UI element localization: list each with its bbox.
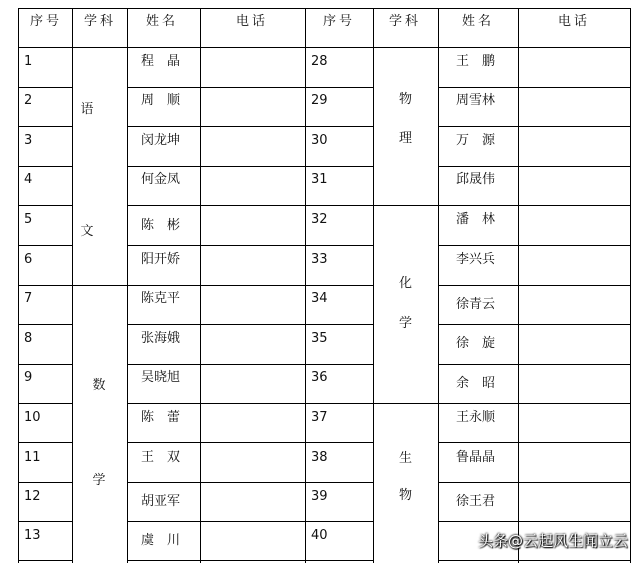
teacher-name: 阳开娇	[141, 252, 181, 267]
row-line	[438, 205, 630, 206]
subject-label: 学	[92, 473, 106, 488]
row-line	[18, 205, 72, 206]
row-line	[438, 166, 630, 167]
row-line	[305, 126, 373, 127]
header-no: 序号	[30, 14, 63, 29]
header-subject: 学科	[84, 14, 117, 29]
row-line	[305, 324, 373, 325]
row-line	[127, 521, 305, 522]
teacher-name: 何金凤	[141, 172, 181, 187]
teacher-name: 张海娥	[141, 331, 181, 346]
row-line	[438, 560, 630, 561]
row-number: 3	[24, 133, 33, 148]
row-line	[305, 521, 373, 522]
row-number: 8	[24, 331, 33, 346]
row-number: 29	[311, 93, 328, 108]
subject-label: 物	[398, 92, 412, 107]
grid-line	[630, 8, 631, 563]
row-line	[305, 87, 373, 88]
row-number: 28	[311, 54, 328, 69]
row-line	[305, 245, 373, 246]
row-number: 30	[311, 133, 328, 148]
row-number: 11	[24, 450, 41, 465]
row-number: 33	[311, 252, 328, 267]
row-line	[127, 364, 305, 365]
subject-label: 数	[92, 378, 106, 393]
row-line	[305, 166, 373, 167]
row-line	[18, 324, 72, 325]
row-number: 31	[311, 172, 328, 187]
header-name: 姓名	[462, 14, 495, 29]
row-line	[438, 245, 630, 246]
row-line	[438, 482, 630, 483]
row-line	[305, 403, 373, 404]
header-divider	[18, 47, 630, 48]
subject-label: 语	[80, 102, 94, 117]
row-line	[127, 482, 305, 483]
row-line	[127, 205, 305, 206]
row-line	[18, 560, 72, 561]
row-line	[18, 166, 72, 167]
row-line	[127, 324, 305, 325]
teacher-name: 潘 林	[456, 212, 496, 227]
row-line	[305, 482, 373, 483]
header-no: 序号	[323, 14, 356, 29]
row-line	[305, 560, 373, 561]
row-number: 36	[311, 370, 328, 385]
row-line	[18, 126, 72, 127]
watermark-text: 头条@云起风生闻立云	[477, 532, 628, 550]
teacher-name: 吴晓旭	[141, 370, 181, 385]
teacher-name: 程 晶	[141, 54, 181, 69]
row-line	[18, 285, 72, 286]
teacher-name: 万 源	[456, 133, 496, 148]
row-line	[18, 245, 72, 246]
row-line	[18, 521, 72, 522]
row-line	[18, 403, 72, 404]
row-number: 40	[311, 528, 328, 543]
teacher-name: 徐王君	[456, 494, 496, 509]
row-line	[127, 245, 305, 246]
teacher-name: 陈 彬	[141, 218, 181, 233]
row-number: 4	[24, 172, 33, 187]
teacher-name: 胡亚军	[141, 494, 181, 509]
row-line	[305, 205, 373, 206]
subject-separator	[373, 205, 438, 206]
subject-label: 学	[398, 316, 412, 331]
row-line	[127, 166, 305, 167]
teacher-name: 鲁晶晶	[456, 450, 496, 465]
row-line	[438, 285, 630, 286]
row-line	[127, 560, 305, 561]
teacher-name: 王 鹏	[456, 54, 496, 69]
header-phone: 电话	[236, 14, 269, 29]
row-number: 32	[311, 212, 328, 227]
row-line	[127, 403, 305, 404]
row-line	[127, 87, 305, 88]
subject-label: 物	[398, 488, 412, 503]
row-number: 39	[311, 489, 328, 504]
row-number: 38	[311, 450, 328, 465]
teacher-name: 周 顺	[141, 93, 181, 108]
teacher-name: 虞 川	[141, 533, 181, 548]
teacher-name: 邱晟伟	[456, 172, 496, 187]
row-line	[438, 126, 630, 127]
row-line	[438, 442, 630, 443]
row-line	[18, 482, 72, 483]
row-number: 35	[311, 331, 328, 346]
row-line	[438, 521, 630, 522]
teacher-name: 李兴兵	[456, 252, 496, 267]
row-number: 2	[24, 93, 33, 108]
row-number: 34	[311, 291, 328, 306]
row-line	[305, 442, 373, 443]
row-number: 1	[24, 54, 33, 69]
subject-label: 文	[80, 224, 94, 239]
teacher-name: 余 昭	[456, 376, 496, 391]
subject-separator	[72, 285, 127, 286]
row-number: 6	[24, 252, 33, 267]
row-line	[438, 324, 630, 325]
row-line	[18, 364, 72, 365]
row-line	[127, 126, 305, 127]
row-line	[127, 442, 305, 443]
table-top-border	[18, 8, 630, 9]
header-phone: 电话	[558, 14, 591, 29]
teacher-name: 徐青云	[456, 297, 496, 312]
teacher-name: 王 双	[141, 450, 181, 465]
teacher-name: 闵龙坤	[141, 133, 181, 148]
row-line	[18, 442, 72, 443]
subject-label: 化	[398, 276, 412, 291]
row-number: 12	[24, 489, 41, 504]
teacher-name: 王永顺	[456, 410, 496, 425]
header-subject: 学科	[389, 14, 422, 29]
teacher-name: 徐 旋	[456, 336, 496, 351]
row-line	[438, 87, 630, 88]
row-line	[305, 285, 373, 286]
row-line	[127, 285, 305, 286]
row-number: 9	[24, 370, 33, 385]
teacher-name: 陈克平	[141, 291, 181, 306]
teacher-name: 陈 蕾	[141, 410, 181, 425]
row-line	[438, 403, 630, 404]
subject-label: 生	[398, 451, 412, 466]
row-line	[438, 364, 630, 365]
row-number: 37	[311, 410, 328, 425]
row-number: 7	[24, 291, 33, 306]
row-line	[305, 364, 373, 365]
row-number: 13	[24, 528, 41, 543]
row-number: 10	[24, 410, 41, 425]
teacher-name: 周雪林	[456, 93, 496, 108]
header-name: 姓名	[146, 14, 179, 29]
row-line	[18, 87, 72, 88]
row-number: 5	[24, 212, 33, 227]
subject-separator	[373, 403, 438, 404]
subject-label: 理	[398, 131, 412, 146]
